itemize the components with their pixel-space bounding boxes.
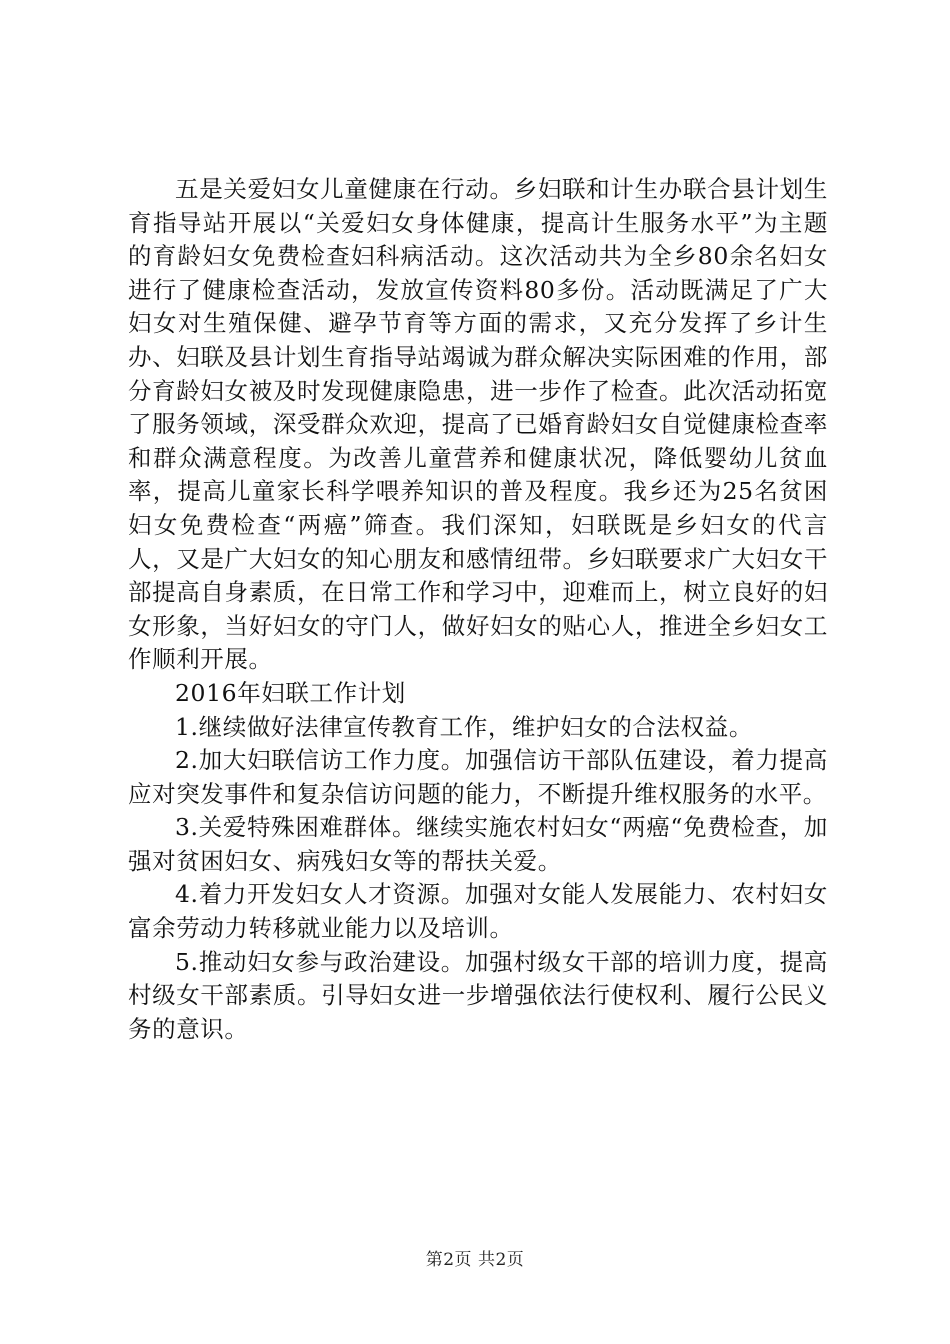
plan-item-1: 1.继续做好法律宣传教育工作，维护妇女的合法权益。 [175,712,753,741]
plan-item-2: 2.加大妇联信访工作力度。加强信访干部队伍建设，着力提高应对突发事件和复杂信访问题的能力，不断提升维权服务的水平。 [128,746,828,808]
document-body [128,173,828,1046]
plan-item-3: 3.关爱特殊困难群体。继续实施农村妇女“两癌“免费检查，加强对贫困妇女、病残妇女等的帮扶关爱。 [128,813,828,875]
plan-item-5: 5.推动妇女参与政治建设。加强村级女干部的培训力度，提高村级女干部素质。引导妇女进一步增强依法行使权利、履行公民义务的意识。 [128,947,828,1043]
paragraph-womens-children-health: 五是关爱妇女儿童健康在行动。乡妇联和计生办联合县计划生育指导站开展以“关爱妇女身体健康，提高计生服务水平”为主题的育龄妇女免费检查妇科病活动。这次活动共为全乡80余名妇女进行了健康检查活动，发放宣传资料80多份。活动既满足了广大妇女对生殖保健、避孕节育等方面的需求，又充分发挥了乡计生办、妇联及县计划生育指导站竭诚为群众解决实际困难的作用，部分育龄妇女被及时发现健康隐患，进一步作了检查。此次活动拓宽了服务领域，深受群众欢迎，提高了已婚育龄妇女自觉健康检查率和群众满意程度。为改善儿童营养和健康状况，降低婴幼儿贫血率，提高儿童家长科学喂养知识的普及程度。我乡还为25名贫困妇女免费检查“两癌”筛查。我们深知，妇联既是乡妇女的代言人，又是广大妇女的知心朋友和感情纽带。乡妇联要求广大妇女干部提高自身素质，在日常工作和学习中，迎难而上，树立良好的妇女形象，当好妇女的守门人，做好妇女的贴心人，推进全乡妇女工作顺利开展。 [128,175,828,674]
plan-item-4: 4.着力开发妇女人才资源。加强对女能人发展能力、农村妇女富余劳动力转移就业能力以及培训。 [128,880,828,943]
page-number-footer: 第2页 共2页 [425,1250,525,1270]
section-heading-2016-plan: 2016年妇联工作计划 [175,678,406,707]
